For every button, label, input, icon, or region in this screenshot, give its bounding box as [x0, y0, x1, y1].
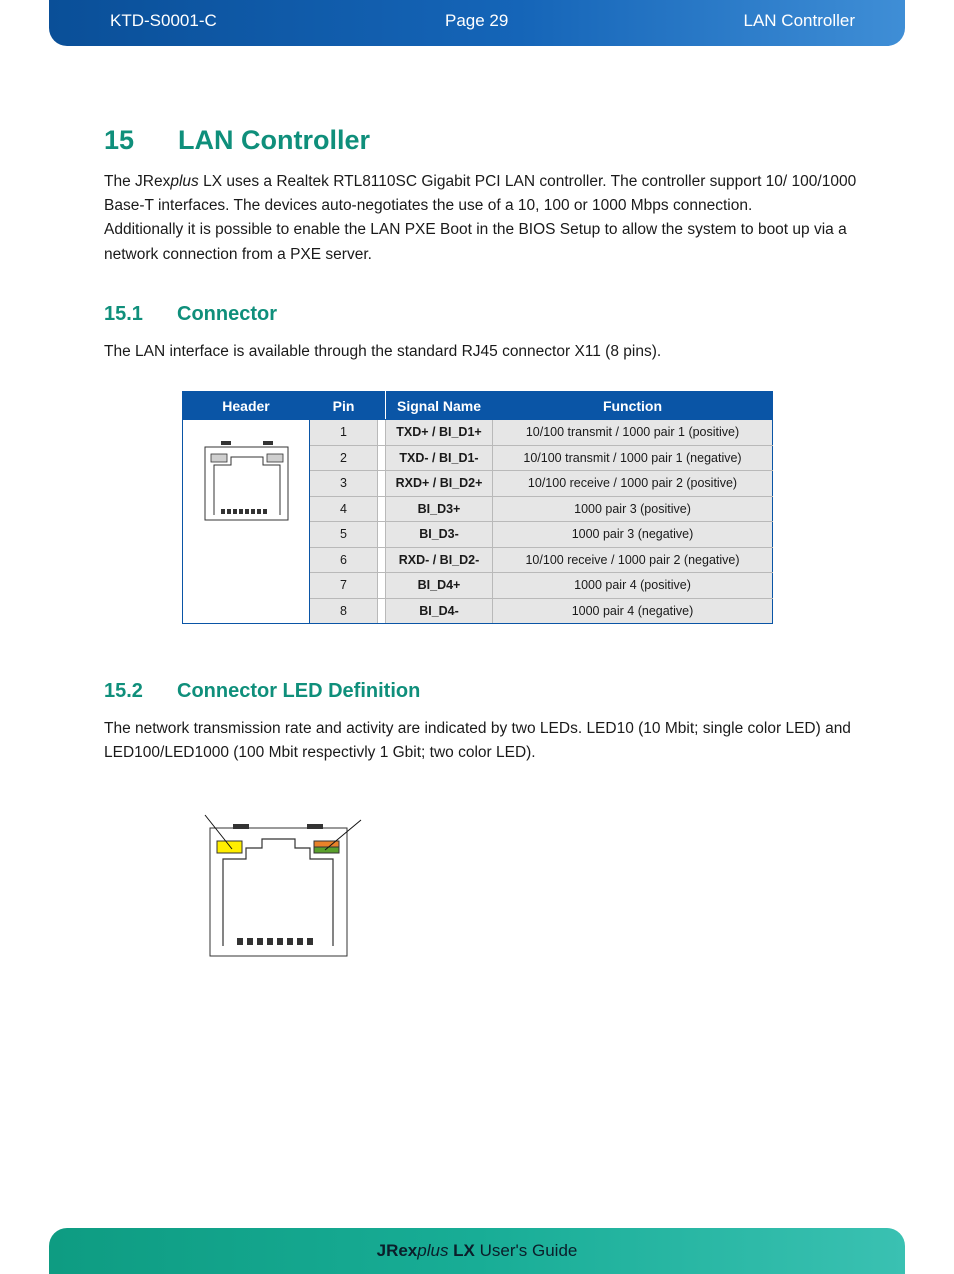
- pin-number: 6: [310, 547, 378, 573]
- col-pin: Pin: [310, 392, 378, 420]
- intro-text-italic: plus: [170, 173, 199, 190]
- col-header: Header: [183, 392, 310, 420]
- signal-name: RXD- / BI_D2-: [386, 547, 493, 573]
- subsection-number: 15.1: [104, 303, 143, 325]
- footer-model: LX: [448, 1241, 475, 1260]
- pin-table: [182, 391, 773, 624]
- pin-number: 1: [310, 420, 378, 446]
- led100-green: [314, 847, 339, 853]
- section-number: 15: [104, 125, 135, 155]
- section-15-1-heading: [104, 303, 277, 326]
- section-15-heading: [104, 125, 370, 156]
- section-title: LAN Controller: [178, 125, 370, 155]
- pin-number: 2: [310, 445, 378, 471]
- col-signal: Signal Name: [386, 392, 493, 420]
- subsection-title: Connector: [177, 303, 277, 325]
- pin-function: 1000 pair 4 (positive): [493, 573, 773, 599]
- spacer-cell: [378, 445, 386, 471]
- spacer-cell: [378, 420, 386, 446]
- signal-name: BI_D3-: [386, 522, 493, 548]
- col-function: Function: [493, 392, 773, 420]
- col-spacer: [378, 392, 386, 420]
- rj45-connector-image: [183, 420, 310, 624]
- subsection-title: Connector LED Definition: [177, 680, 421, 702]
- signal-name: TXD+ / BI_D1+: [386, 420, 493, 446]
- rj45-connector-icon: [184, 420, 309, 620]
- pin-number: 7: [310, 573, 378, 599]
- led-paragraph: The network transmission rate and activity are indicated by two LEDs. LED10 (10 Mbit; single color LED) and LED100/LED1000 (100 Mbit respectivly 1 Gbit; two color LED).: [104, 720, 851, 762]
- page-number: Page 29: [445, 11, 509, 30]
- pin-number: 3: [310, 471, 378, 497]
- footer-product: JRex: [376, 1241, 418, 1260]
- pin-function: 10/100 receive / 1000 pair 2 (positive): [493, 471, 773, 497]
- pin-function: 10/100 receive / 1000 pair 2 (negative): [493, 547, 773, 573]
- spacer-cell: [378, 598, 386, 624]
- led10-yellow: [217, 841, 242, 853]
- page-footer: [49, 1228, 905, 1274]
- led-connector-diagram: [200, 812, 370, 962]
- spacer-cell: [378, 573, 386, 599]
- table-row: [183, 420, 773, 446]
- intro-text-a: The JRex: [104, 173, 171, 190]
- footer-product-italic: plus: [417, 1241, 449, 1260]
- connector-paragraph: The LAN interface is available through the standard RJ45 connector X11 (8 pins).: [104, 343, 662, 360]
- pin-table-header-row: [183, 392, 773, 420]
- pin-function: 1000 pair 4 (negative): [493, 598, 773, 624]
- signal-name: TXD- / BI_D1-: [386, 445, 493, 471]
- pin-function: 1000 pair 3 (negative): [493, 522, 773, 548]
- signal-name: RXD+ / BI_D2+: [386, 471, 493, 497]
- pin-function: 10/100 transmit / 1000 pair 1 (positive): [493, 420, 773, 446]
- intro-paragraph: [104, 170, 864, 267]
- header-section: LAN Controller: [743, 11, 855, 30]
- doc-id: KTD-S0001-C: [110, 11, 217, 30]
- signal-name: BI_D3+: [386, 496, 493, 522]
- footer-guide: User's Guide: [474, 1241, 578, 1260]
- pin-number: 4: [310, 496, 378, 522]
- spacer-cell: [378, 522, 386, 548]
- pin-function: 1000 pair 3 (positive): [493, 496, 773, 522]
- section-15-2-heading: [104, 680, 420, 703]
- spacer-cell: [378, 471, 386, 497]
- signal-name: BI_D4+: [386, 573, 493, 599]
- pin-number: 5: [310, 522, 378, 548]
- intro-text-c: Additionally it is possible to enable the LAN PXE Boot in the BIOS Setup to allow the system to boot up via a network connection from a PXE server.: [104, 221, 847, 263]
- spacer-cell: [378, 496, 386, 522]
- spacer-cell: [378, 547, 386, 573]
- pin-function: 10/100 transmit / 1000 pair 1 (negative): [493, 445, 773, 471]
- signal-name: BI_D4-: [386, 598, 493, 624]
- intro-text-b: LX uses a Realtek RTL8110SC Gigabit PCI LAN controller. The controller support 10/ 100/1000 Base-T interfaces. The devices auto-negotiates the use of a 10, 100 or 1000 Mbps connection.: [104, 173, 857, 215]
- pin-number: 8: [310, 598, 378, 624]
- page-header: [49, 0, 905, 46]
- subsection-number: 15.2: [104, 680, 143, 702]
